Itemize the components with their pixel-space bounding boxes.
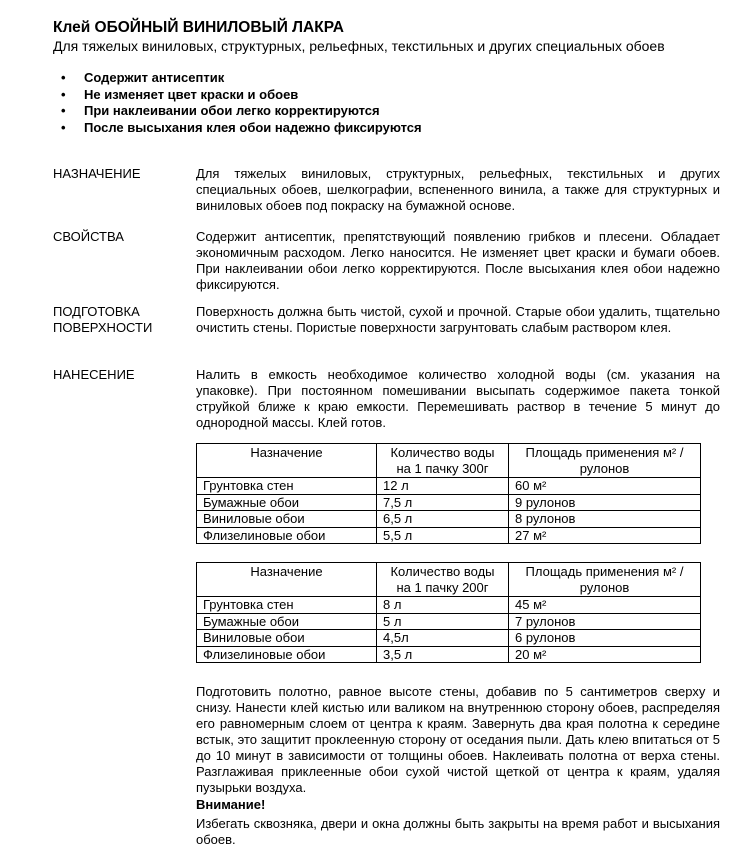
document-subtitle: Для тяжелых виниловых, структурных, рельефных, текстильных и других специальных обоев — [53, 38, 665, 54]
section-properties — [53, 229, 720, 293]
section-application — [53, 367, 720, 431]
section-surface-prep — [53, 304, 720, 336]
section-purpose — [53, 166, 720, 214]
table-row — [197, 597, 701, 614]
document-title: Клей ОБОЙНЫЙ ВИНИЛОВЫЙ ЛАКРА — [53, 19, 344, 36]
warning-label: Внимание! — [196, 797, 266, 812]
bullet-icon: • — [61, 103, 66, 118]
list-item — [53, 87, 422, 104]
section-label: ПОДГОТОВКА ПОВЕРХНОСТИ — [53, 304, 153, 335]
feature-list — [53, 70, 422, 136]
table-row — [197, 478, 701, 495]
list-item-text: Содержит антисептик — [84, 70, 225, 85]
bullet-icon: • — [61, 70, 66, 85]
table-row — [197, 630, 701, 647]
column-header: Площадь применения м² / рулонов — [509, 444, 701, 478]
list-item — [53, 70, 422, 87]
table-cell: 20 м² — [509, 646, 701, 663]
table-cell: 6 рулонов — [509, 630, 701, 647]
table-cell: Флизелиновые обои — [197, 527, 377, 544]
table-cell: 45 м² — [509, 597, 701, 614]
list-item-text: Не изменяет цвет краски и обоев — [84, 86, 299, 102]
column-header: Назначение — [197, 563, 377, 597]
table-cell: 7,5 л — [377, 494, 509, 511]
table-cell: Грунтовка стен — [197, 597, 377, 614]
dosage-table-300g — [196, 443, 701, 544]
table-row — [197, 527, 701, 544]
table-row — [197, 511, 701, 528]
table-cell: 60 м² — [509, 478, 701, 495]
table-cell: 5 л — [377, 613, 509, 630]
table-cell: 9 рулонов — [509, 494, 701, 511]
column-header: Площадь применения м² / рулонов — [509, 563, 701, 597]
table-header-row — [197, 444, 701, 478]
table-cell: 27 м² — [509, 527, 701, 544]
table-cell: 7 рулонов — [509, 613, 701, 630]
bullet-icon: • — [61, 86, 66, 102]
table-header-row — [197, 563, 701, 597]
section-text: Налить в емкость необходимое количество холодной воды (см. указания на упаковке). При постоянном помешивании высыпать содержимое пакета тонкой струйкой ближе к краю емкости. Перемешивать раствор в течение 5 минут до однородной массы. Клей готов. — [196, 367, 720, 430]
section-label: НАЗНАЧЕНИЕ — [53, 166, 141, 181]
column-header: Количество воды на 1 пачку 200г — [377, 563, 509, 597]
warning-text: Избегать сквозняка, двери и окна должны быть закрыты на время работ и высыхания обоев. — [196, 816, 720, 847]
section-label: СВОЙСТВА — [53, 229, 124, 244]
table-cell: 8 л — [377, 597, 509, 614]
list-item-text: После высыхания клея обои надежно фиксируются — [84, 119, 422, 135]
list-item-text: При наклеивании обои легко корректируются — [84, 103, 380, 118]
table-cell: 3,5 л — [377, 646, 509, 663]
section-text: Содержит антисептик, препятствующий появлению грибков и плесени. Обладает экономичным расходом. Легко наносится. Не изменяет цвет краски и бумаги обоев. При наклеивании обои легко корректируются. После высыхания клея обои надежно фиксируются. — [196, 229, 720, 292]
dosage-table-200g — [196, 562, 701, 663]
table-row — [197, 494, 701, 511]
table-cell: Виниловые обои — [197, 630, 377, 647]
table-row — [197, 613, 701, 630]
list-item — [53, 120, 422, 137]
table-cell: Бумажные обои — [197, 613, 377, 630]
table-cell: 12 л — [377, 478, 509, 495]
table-cell: Виниловые обои — [197, 511, 377, 528]
section-text: Поверхность должна быть чистой, сухой и прочной. Старые обои удалить, тщательно очистить стены. Пористые поверхности загрунтовать слабым раствором клея. — [196, 304, 720, 335]
section-label: НАНЕСЕНИЕ — [53, 367, 135, 382]
column-header: Количество воды на 1 пачку 300г — [377, 444, 509, 478]
application-instructions — [196, 684, 720, 848]
table-cell: Флизелиновые обои — [197, 646, 377, 663]
table-row — [197, 646, 701, 663]
table-cell: 4,5л — [377, 630, 509, 647]
table-cell: Бумажные обои — [197, 494, 377, 511]
section-text: Для тяжелых виниловых, структурных, рельефных, текстильных и других специальных обоев, шелкографии, вспененного винила, а также для структурных и виниловых обоев под покраску на бумажной основе. — [196, 166, 720, 213]
column-header: Назначение — [197, 444, 377, 478]
table-cell: 8 рулонов — [509, 511, 701, 528]
list-item — [53, 103, 422, 120]
bullet-icon: • — [61, 119, 66, 135]
table-cell: 6,5 л — [377, 511, 509, 528]
table-cell: 5,5 л — [377, 527, 509, 544]
table-cell: Грунтовка стен — [197, 478, 377, 495]
application-text: Подготовить полотно, равное высоте стены, добавив по 5 сантиметров сверху и снизу. Нанести клей кистью или валиком на внутреннюю сторону обоев, распределяя его равномерным слоем от центра к краям. Завернуть два края полотна к середине встык, это защитит проклеенную сторону от оседания пыли. Дать клею впитаться от 5 до 10 минут в зависимости от толщины обоев. Наклеивать полотна от верха стены. Разглаживая приклеенные обои сухой чистой щеткой от центра к краям, удаляя пузырьки воздуха. — [196, 684, 720, 795]
